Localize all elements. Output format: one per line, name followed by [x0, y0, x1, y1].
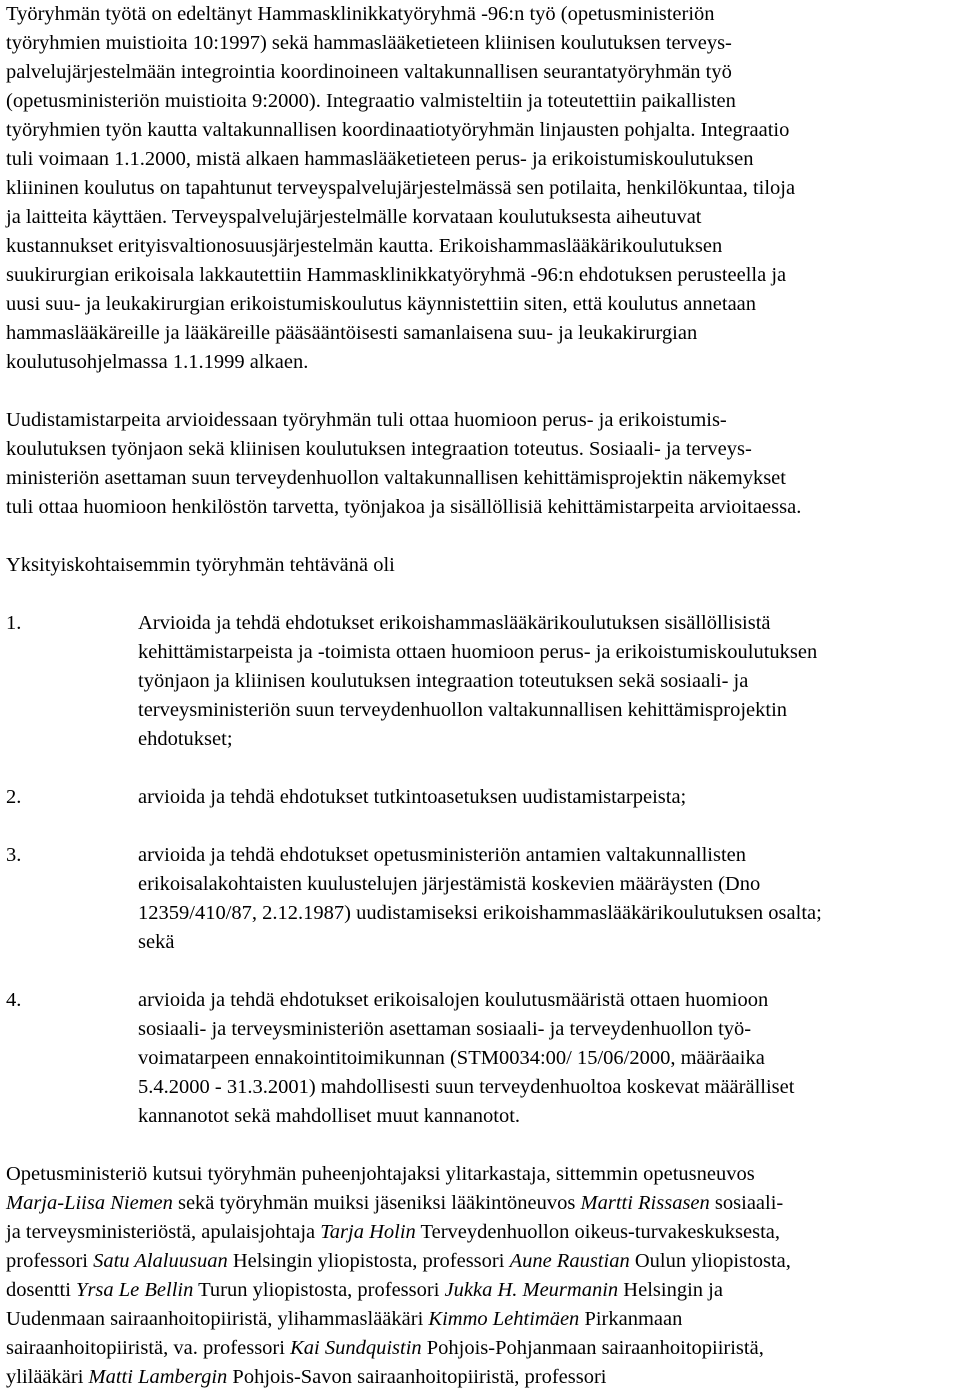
member-name: Kai Sundquistin [290, 1337, 422, 1359]
text-line [6, 1276, 956, 1305]
text-line: sekä [138, 931, 175, 953]
list-item [6, 783, 956, 812]
text-run: sekä työryhmän muiksi jäseniksi lääkintöneuvos [172, 1192, 581, 1214]
member-name: Satu Alaluusuan [93, 1250, 228, 1272]
text-line: arvioida ja tehdä ehdotukset tutkintoasetuksen uudistamistarpeista; [138, 786, 687, 808]
paragraph-reform-needs [6, 406, 956, 522]
text-line: kannanotot sekä mahdolliset muut kannanotot. [138, 1105, 521, 1127]
list-text [138, 841, 956, 957]
member-name: Jukka H. Meurmanin [444, 1279, 619, 1301]
text-line: työnjaon ja kliinisen koulutuksen integraation toteutuksen sekä sosiaali- ja [138, 670, 749, 692]
text-line: suukirurgian erikoisala lakkautettiin Hammasklinikkatyöryhmä -96:n ehdotuksen perusteella ja [6, 264, 787, 286]
paragraph-spacer [6, 1131, 956, 1160]
list-item [6, 986, 956, 1131]
text-run: ylilääkäri [6, 1366, 89, 1388]
text-line: Työryhmän työtä on edeltänyt Hammasklinikkatyöryhmä -96:n työ (opetusministeriön [6, 3, 715, 25]
text-line: arvioida ja tehdä ehdotukset opetusministeriön antamien valtakunnallisten [138, 844, 747, 866]
text-run: ja terveysministeriöstä, apulaisjohtaja [6, 1221, 321, 1243]
list-spacer [6, 812, 956, 841]
text-line: Arvioida ja tehdä ehdotukset erikoishammaslääkärikoulutuksen sisällöllisistä [138, 612, 771, 634]
text-line: työryhmien työn kautta valtakunnallisen koordinaatiotyöryhmän linjausten pohjalta. Integraatio [6, 119, 790, 141]
text-line: ehdotukset; [138, 728, 233, 750]
text-run: sairaanhoitopiiristä, va. professori [6, 1337, 291, 1359]
text-run: sosiaali- [709, 1192, 784, 1214]
list-number: 4. [6, 989, 22, 1011]
text-line: terveysministeriön suun terveydenhuollon valtakunnallisen kehittämisprojektin [138, 699, 788, 721]
text-line: (opetusministeriön muistioita 9:2000). Integraatio valmisteltiin ja toteutettiin paikallisten [6, 90, 736, 112]
list-item [6, 609, 956, 754]
text-line: 12359/410/87, 2.12.1987) uudistamiseksi erikoishammaslääkärikoulutuksen osalta; [138, 902, 822, 924]
member-name: Kimmo Lehtimäen [428, 1308, 580, 1330]
text-line [6, 1247, 956, 1276]
text-line: kustannukset erityisvaltionosuusjärjestelmän kautta. Erikoishammaslääkärikoulutuksen [6, 235, 723, 257]
text-line: 5.4.2000 - 31.3.2001) mahdollisesti suun terveydenhuoltoa koskevat määrälliset [138, 1076, 795, 1098]
text-line: hammaslääkäreille ja lääkäreille pääsääntöisesti samanlaisena suu- ja leukakirurgian [6, 322, 698, 344]
text-line: kehittämistarpeista ja -toimista ottaen huomioon perus- ja erikoistumiskoulutuksen [138, 641, 818, 663]
text-line: koulutusohjelmassa 1.1.1999 alkaen. [6, 351, 309, 373]
paragraph-spacer [6, 377, 956, 406]
member-name: Martti Rissasen [580, 1192, 710, 1214]
text-line: ministeriön asettaman suun terveydenhuollon valtakunnallisen kehittämisprojektin näkemykset [6, 467, 786, 489]
text-line [6, 1334, 956, 1363]
text-line: tuli voimaan 1.1.2000, mistä alkaen hammaslääketieteen perus- ja erikoistumiskoulutuksen [6, 148, 754, 170]
list-text [138, 609, 956, 754]
text-run: Terveydenhuollon oikeus-turvakeskuksesta, [415, 1221, 781, 1243]
text-line [6, 1305, 956, 1334]
text-run: Pohjois-Savon sairaanhoitopiiristä, professori [227, 1366, 607, 1388]
paragraph-members [6, 1160, 956, 1392]
member-name: Yrsa Le Bellin [76, 1279, 194, 1301]
text-line: ja laitteita käyttäen. Terveyspalvelujärjestelmälle korvataan koulutuksesta aiheutuvat [6, 206, 702, 228]
member-name: Matti Lambergin [88, 1366, 228, 1388]
text-run: dosentti [6, 1279, 77, 1301]
text-line: tuli ottaa huomioon henkilöstön tarvetta, työnjakoa ja sisällöllisiä kehittämistarpeita arvioitaessa. [6, 496, 802, 518]
text-line: työryhmien muistioita 10:1997) sekä hammaslääketieteen kliinisen koulutuksen terveys- [6, 32, 732, 54]
text-run: Pohjois-Pohjanmaan sairaanhoitopiiristä, [421, 1337, 764, 1359]
text-run: Oulun yliopistosta, [629, 1250, 791, 1272]
paragraph-integration-background [6, 0, 956, 377]
text-run: Helsingin ja [618, 1279, 723, 1301]
text-run: Turun yliopistosta, professori [193, 1279, 445, 1301]
document-page [6, 0, 956, 1392]
text-line: palvelujärjestelmään integrointia koordinoineen valtakunnallisen seurantatyöryhmän työ [6, 61, 732, 83]
text-line [6, 1363, 956, 1392]
task-list [6, 609, 956, 1131]
paragraph-task-intro: Yksityiskohtaisemmin työryhmän tehtävänä oli [6, 554, 395, 576]
text-run: Pirkanmaan [579, 1308, 683, 1330]
text-line: voimatarpeen ennakointitoimikunnan (STM0034:00/ 15/06/2000, määräaika [138, 1047, 765, 1069]
member-name: Aune Raustian [509, 1250, 630, 1272]
text-run: Uudenmaan sairaanhoitopiiristä, ylihammaslääkäri [6, 1308, 429, 1330]
text-line: Uudistamistarpeita arvioidessaan työryhmän tuli ottaa huomioon perus- ja erikoistumis- [6, 409, 727, 431]
text-line: koulutuksen työnjaon sekä kliinisen koulutuksen integraation toteutus. Sosiaali- ja terveys- [6, 438, 752, 460]
list-spacer [6, 957, 956, 986]
member-name: Tarja Holin [320, 1221, 416, 1243]
text-line: erikoisalakohtaisten kuulustelujen järjestämistä koskevien määräysten (Dno [138, 873, 761, 895]
list-item [6, 841, 956, 957]
text-line: kliininen koulutus on tapahtunut terveyspalvelujärjestelmässä sen potilaita, henkilökuntaa, tiloja [6, 177, 796, 199]
paragraph-spacer [6, 580, 956, 609]
text-line: sosiaali- ja terveysministeriön asettaman sosiaali- ja terveydenhuollon työ- [138, 1018, 752, 1040]
list-text [138, 783, 956, 812]
text-run: Helsingin yliopistosta, professori [227, 1250, 510, 1272]
text-line [6, 1189, 956, 1218]
list-number: 3. [6, 844, 22, 866]
paragraph-spacer [6, 522, 956, 551]
text-line: uusi suu- ja leukakirurgian erikoistumiskoulutus käynnistettiin siten, että koulutus annetaan [6, 293, 757, 315]
text-line: arvioida ja tehdä ehdotukset erikoisalojen koulutusmääristä ottaen huomioon [138, 989, 769, 1011]
text-line [6, 1218, 956, 1247]
member-name: Marja-Liisa Niemen [6, 1192, 173, 1214]
text-run: professori [6, 1250, 94, 1272]
list-number: 1. [6, 612, 22, 634]
text-line: Opetusministeriö kutsui työryhmän puheenjohtajaksi ylitarkastaja, sittemmin opetusneuvos [6, 1163, 755, 1185]
list-text [138, 986, 956, 1131]
list-number: 2. [6, 786, 22, 808]
list-spacer [6, 754, 956, 783]
